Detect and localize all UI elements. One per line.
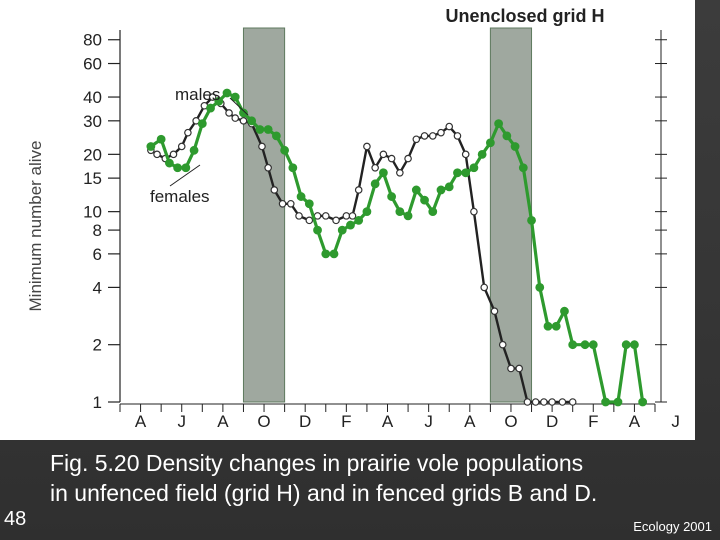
data-point-males (438, 129, 444, 135)
data-point-males (569, 399, 575, 405)
data-point-females (174, 164, 182, 172)
data-point-females (289, 164, 297, 172)
y-tick-label: 30 (83, 111, 102, 131)
data-point-males (446, 123, 452, 129)
slide-number: 48 (4, 508, 27, 530)
data-point-females (413, 186, 421, 194)
data-point-males (333, 217, 339, 223)
y-tick-label: 6 (92, 244, 102, 264)
x-tick-label: O (257, 412, 271, 431)
data-point-females (581, 341, 589, 349)
data-point-females (528, 217, 536, 225)
data-point-females (248, 117, 256, 125)
data-point-males (240, 118, 246, 124)
caption-line-2: in unfenced field (grid H) and in fenced grids B and D. (50, 480, 598, 506)
y-tick-label: 4 (92, 278, 102, 298)
y-tick-label: 60 (83, 54, 102, 74)
data-point-males (524, 399, 530, 405)
series-line-females (151, 93, 643, 402)
data-point-females (322, 250, 330, 258)
data-point-females (182, 164, 190, 172)
data-point-males (388, 155, 394, 161)
data-point-females (454, 169, 462, 177)
data-point-females (207, 104, 215, 112)
data-point-females (429, 208, 437, 216)
x-tick-label: J (177, 412, 186, 431)
data-point-males (500, 341, 506, 347)
data-point-males (259, 143, 265, 149)
data-point-males (185, 129, 191, 135)
data-point-females (470, 164, 478, 172)
figure-caption (50, 448, 715, 508)
data-point-males (532, 399, 538, 405)
annotation-females: females (150, 187, 210, 206)
data-point-males (430, 133, 436, 139)
data-point-males (271, 187, 277, 193)
y-axis-label: Minimum number alive (26, 140, 45, 312)
data-point-females (371, 180, 379, 188)
data-point-males (179, 143, 185, 149)
y-tick-label: 2 (92, 335, 102, 355)
data-point-males (541, 399, 547, 405)
data-point-females (355, 217, 363, 225)
data-point-females (256, 126, 264, 134)
data-point-females (297, 193, 305, 201)
data-point-females (273, 132, 281, 140)
y-tick-label: 1 (92, 393, 102, 412)
y-tick-label: 20 (83, 145, 102, 165)
x-tick-label: A (464, 412, 476, 431)
data-point-females (380, 169, 388, 177)
data-point-females (396, 208, 404, 216)
data-point-females (487, 139, 495, 147)
data-point-females (639, 398, 647, 406)
annotation-males: males (175, 85, 221, 104)
data-point-females (511, 143, 519, 151)
shaded-period-2 (490, 28, 531, 402)
data-point-females (536, 284, 544, 292)
data-point-females (569, 341, 577, 349)
y-tick-label: 80 (83, 30, 102, 50)
data-point-females (437, 186, 445, 194)
source-credit: Ecology 2001 (633, 519, 712, 534)
data-point-females (478, 151, 486, 159)
data-point-females (264, 126, 272, 134)
data-point-males (491, 308, 497, 314)
data-point-males (372, 165, 378, 171)
x-tick-label: A (134, 412, 147, 431)
data-point-males (288, 201, 294, 207)
data-point-females (614, 398, 622, 406)
data-point-females (631, 341, 639, 349)
data-point-males (454, 133, 460, 139)
data-point-females (306, 200, 314, 208)
caption-line-1: Fig. 5.20 Density changes in prairie vole populations (50, 450, 584, 476)
data-point-females (363, 208, 371, 216)
data-point-females (166, 159, 174, 167)
data-point-females (404, 212, 412, 220)
data-point-females (589, 341, 597, 349)
data-point-males (508, 365, 514, 371)
y-tick-label: 10 (83, 202, 102, 222)
data-point-males (405, 155, 411, 161)
data-point-females (544, 322, 552, 330)
x-tick-label: A (628, 412, 641, 431)
data-point-males (265, 165, 271, 171)
x-tick-label: D (545, 412, 559, 431)
data-point-females (552, 322, 560, 330)
x-tick-label: J (424, 412, 433, 431)
data-point-males (279, 201, 285, 207)
data-point-females (190, 147, 198, 155)
x-tick-label: D (299, 412, 312, 431)
data-point-females (495, 120, 503, 128)
data-point-females (503, 132, 511, 140)
data-point-males (154, 151, 160, 157)
data-point-males (397, 170, 403, 176)
data-point-females (330, 250, 338, 258)
data-point-females (347, 221, 355, 229)
data-point-males (380, 151, 386, 157)
data-point-females (231, 93, 239, 101)
data-point-males (462, 151, 468, 157)
x-tick-label: F (588, 412, 599, 431)
y-tick-label: 40 (83, 88, 102, 108)
data-point-males (516, 365, 522, 371)
data-point-females (445, 183, 453, 191)
data-point-females (462, 169, 470, 177)
data-point-females (561, 307, 569, 315)
data-point-males (559, 399, 565, 405)
data-point-males (364, 143, 370, 149)
data-point-females (314, 226, 322, 234)
data-point-males (471, 208, 477, 214)
data-point-males (549, 399, 555, 405)
y-tick-label: 15 (83, 169, 102, 189)
data-point-females (520, 164, 528, 172)
data-point-males (323, 213, 329, 219)
data-point-females (223, 89, 231, 97)
data-point-females (388, 193, 396, 201)
data-point-males (226, 110, 232, 116)
data-point-females (147, 143, 155, 151)
x-tick-label: O (504, 412, 518, 431)
chart-title: Unenclosed grid H (445, 6, 605, 26)
x-tick-label: A (381, 412, 394, 431)
data-point-males (421, 133, 427, 139)
data-point-males (481, 284, 487, 290)
data-point-females (602, 398, 610, 406)
shaded-period-1 (243, 28, 284, 402)
data-point-females (199, 120, 207, 128)
data-point-males (355, 187, 361, 193)
data-point-males (232, 115, 238, 121)
data-point-males (413, 136, 419, 142)
data-point-females (157, 135, 165, 143)
x-tick-label: F (341, 412, 352, 431)
x-tick-label: A (217, 412, 229, 431)
data-point-males (306, 217, 312, 223)
data-point-males (349, 213, 355, 219)
data-point-males (343, 213, 349, 219)
data-point-males (296, 213, 302, 219)
data-point-males (170, 151, 176, 157)
data-point-females (421, 196, 429, 204)
x-tick-label: J (671, 412, 680, 431)
data-point-females (338, 226, 346, 234)
y-tick-label: 8 (92, 221, 102, 241)
data-point-females (622, 341, 630, 349)
data-point-females (281, 147, 289, 155)
